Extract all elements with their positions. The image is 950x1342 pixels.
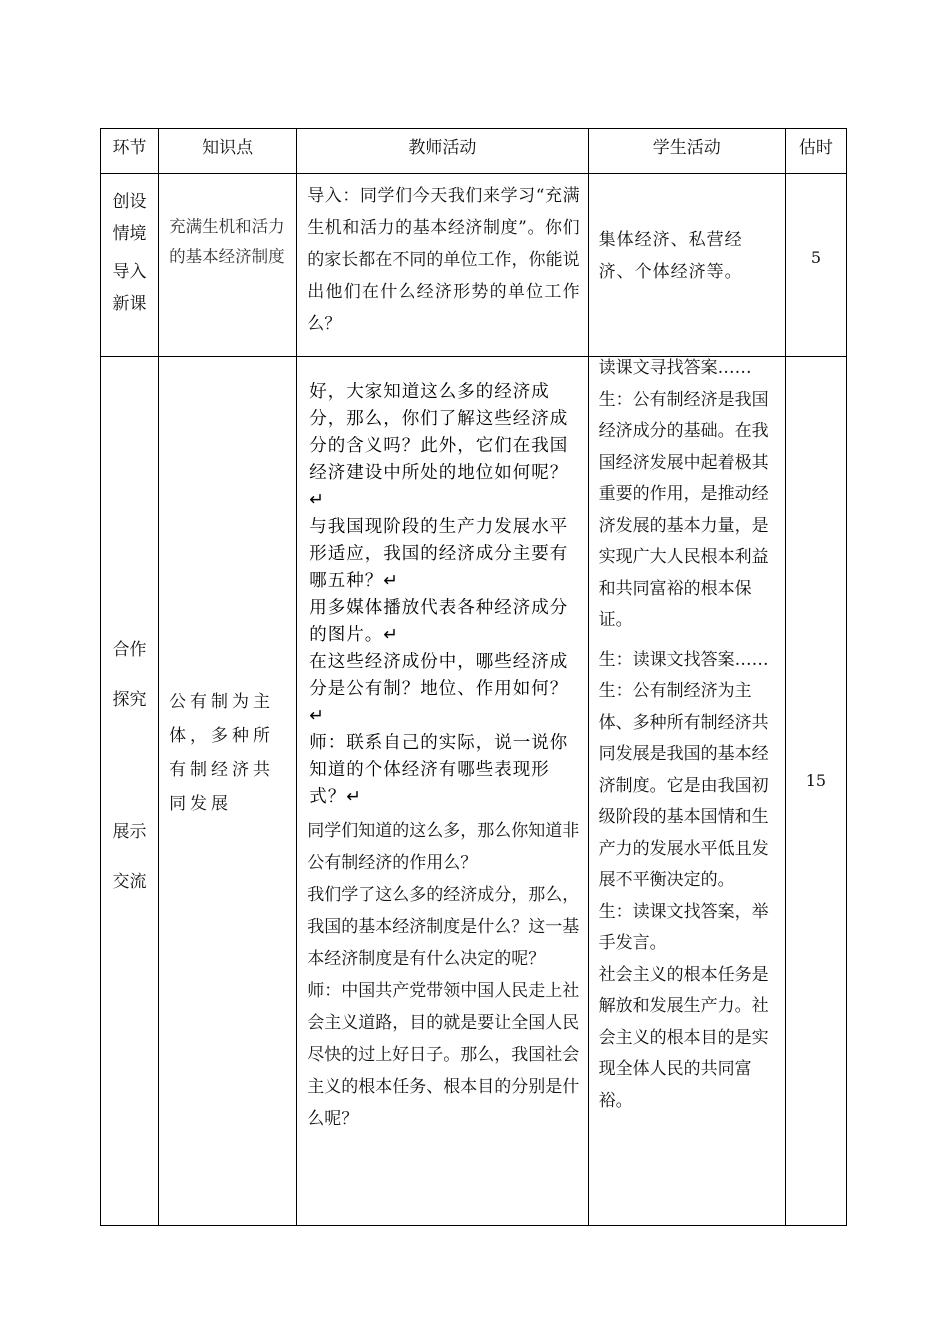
student-paragraph: 读课文寻找答案…… <box>598 358 752 378</box>
stage-line: 导入 <box>112 262 147 282</box>
table-row <box>101 174 847 357</box>
teacher-activity-questions <box>297 357 587 811</box>
stage-line: 新课 <box>112 294 147 314</box>
stage-cell <box>101 357 159 1226</box>
student-activity-cell <box>588 357 785 1226</box>
time-value: 15 <box>805 771 827 790</box>
stage-line: 交流 <box>112 872 147 892</box>
student-paragraph: 生：公有制经济为主体、多种所有制经济共同发展是我国的基本经济制度。它是由我国初级阶段的基本国情和生产力的发展水平低且发展不平衡决定的。 <box>598 681 769 890</box>
student-activity-cell <box>588 174 785 357</box>
teacher-paragraph: 与我国现阶段的生产力发展水平形适应，我国的经济成分主要有哪五种？↵ <box>309 517 569 591</box>
header-row <box>101 129 847 174</box>
stage-line: 情境 <box>112 224 147 244</box>
knowledge-point-cell <box>159 174 297 357</box>
student-activity-text: 集体经济、私营经济、个体经济等。 <box>598 230 743 282</box>
teacher-paragraph: 好，大家知道这么多的经济成分，那么，你们了解这些经济成分的含义吗？此外，它们在我国经济建设中所处的地位如何呢？↵ <box>309 382 569 510</box>
teacher-paragraph: 师：中国共产党带领中国人民走上社会主义道路，目的就是要让全国人民尽快的过上好日子。那么，我国社会主义的根本任务、根本目的分别是什么呢？ <box>307 981 580 1129</box>
teacher-paragraph: 在这些经济成份中，哪些经济成分是公有制？地位、作用如何？↵ <box>309 652 569 726</box>
teacher-paragraph: 同学们知道的这么多，那么你知道非公有制经济的作用么？ <box>307 821 580 873</box>
knowledge-point-text: 充满生机和活力的基本经济制度 <box>169 217 285 266</box>
stage-line: 展示 <box>112 822 147 842</box>
student-paragraph: 社会主义的根本任务是解放和发展生产力。社会主义的根本目的是实现全体人民的共同富裕。 <box>598 964 769 1111</box>
time-cell <box>785 174 846 357</box>
stage-line: 探究 <box>112 690 147 710</box>
teacher-activity-cell <box>297 357 588 1226</box>
teacher-activity-discussion <box>297 811 587 1135</box>
table-row <box>101 357 847 1226</box>
teacher-activity-cell <box>297 174 588 357</box>
teacher-paragraph: 师：联系自己的实际，说一说你知道的个体经济有哪些表现形式？↵ <box>309 733 569 807</box>
lesson-plan-table <box>100 128 847 1226</box>
knowledge-point-text: 公有制为主体，多种所有制经济共同发展 <box>169 692 275 814</box>
stage-cell <box>101 174 159 357</box>
stage-line: 合作 <box>112 640 147 660</box>
time-cell <box>785 357 846 1226</box>
stage-line: 创设 <box>112 192 147 212</box>
student-paragraph: 生：公有制经济是我国经济成分的基础。在我国经济发展中起着极其重要的作用，是推动经济发展的基本力量，是实现广大人民根本利益和共同富裕的根本保证。 <box>598 389 769 630</box>
teacher-paragraph: 用多媒体播放代表各种经济成分的图片。↵ <box>309 598 569 645</box>
header-knowledge-point: 知识点 <box>159 129 297 174</box>
header-teacher-activity: 教师活动 <box>297 129 588 174</box>
time-value: 5 <box>810 248 822 267</box>
student-paragraph: 生：读课文找答案…… <box>598 649 769 670</box>
header-student-activity: 学生活动 <box>588 129 785 174</box>
knowledge-point-cell <box>159 357 297 1226</box>
header-estimated-time: 估时 <box>785 129 846 174</box>
student-paragraph: 生：读课文找答案，举手发言。 <box>598 901 769 953</box>
header-stage: 环节 <box>101 129 159 174</box>
teacher-activity-text: 导入：同学们今天我们来学习“充满生机和活力的基本经济制度”。你们的家长都在不同的单位工作，你能说出他们在什么经济形势的单位工作么？ <box>307 186 580 334</box>
student-activity-text <box>589 353 785 1117</box>
teacher-paragraph: 我们学了这么多的经济成分，那么，我国的基本经济制度是什么？这一基本经济制度是有什么决定的呢？ <box>307 885 580 969</box>
